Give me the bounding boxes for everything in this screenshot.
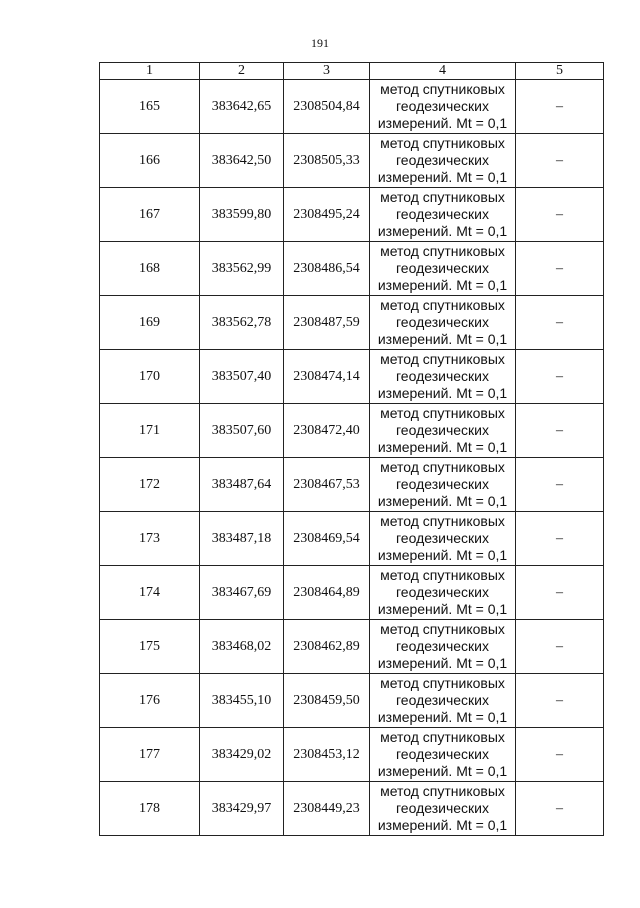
coordinate-x: 383642,50 (200, 134, 284, 188)
method-line: измерений. Mt = 0,1 (377, 331, 508, 347)
table-row (100, 458, 604, 512)
method-description (370, 512, 516, 566)
method-description (370, 674, 516, 728)
note-dash: – (516, 134, 604, 188)
method-line: метод спутниковых (380, 675, 505, 691)
method-description (370, 782, 516, 836)
coordinate-y: 2308486,54 (284, 242, 370, 296)
point-number: 177 (100, 728, 200, 782)
coordinate-y: 2308469,54 (284, 512, 370, 566)
coordinate-x: 383507,60 (200, 404, 284, 458)
method-line: измерений. Mt = 0,1 (377, 439, 508, 455)
page-number: 191 (311, 36, 329, 50)
method-line: измерений. Mt = 0,1 (377, 547, 508, 563)
method-line: геодезических (396, 98, 489, 114)
method-line: метод спутниковых (380, 189, 505, 205)
method-line: геодезических (396, 368, 489, 384)
note-dash: – (516, 296, 604, 350)
method-line: геодезических (396, 692, 489, 708)
table-row (100, 350, 604, 404)
note-dash: – (516, 566, 604, 620)
note-dash: – (516, 188, 604, 242)
coordinate-x: 383507,40 (200, 350, 284, 404)
method-line: геодезических (396, 800, 489, 816)
coordinate-x: 383562,78 (200, 296, 284, 350)
coordinate-y: 2308474,14 (284, 350, 370, 404)
note-dash: – (516, 350, 604, 404)
method-description (370, 458, 516, 512)
header-col-3: 3 (284, 63, 370, 80)
coordinate-y: 2308504,84 (284, 80, 370, 134)
method-line: геодезических (396, 314, 489, 330)
point-number: 167 (100, 188, 200, 242)
method-line: метод спутниковых (380, 621, 505, 637)
header-row (100, 63, 604, 80)
method-line: измерений. Mt = 0,1 (377, 601, 508, 617)
note-dash: – (516, 728, 604, 782)
method-line: геодезических (396, 152, 489, 168)
method-line: измерений. Mt = 0,1 (377, 655, 508, 671)
method-line: метод спутниковых (380, 513, 505, 529)
header-col-2: 2 (200, 63, 284, 80)
method-line: измерений. Mt = 0,1 (377, 169, 508, 185)
point-number: 173 (100, 512, 200, 566)
method-line: геодезических (396, 746, 489, 762)
note-dash: – (516, 512, 604, 566)
point-number: 175 (100, 620, 200, 674)
note-dash: – (516, 242, 604, 296)
method-description (370, 134, 516, 188)
coordinates-table (99, 62, 604, 836)
note-dash: – (516, 674, 604, 728)
method-line: геодезических (396, 260, 489, 276)
coordinate-y: 2308467,53 (284, 458, 370, 512)
method-line: метод спутниковых (380, 783, 505, 799)
table-row (100, 566, 604, 620)
coordinate-y: 2308472,40 (284, 404, 370, 458)
method-line: измерений. Mt = 0,1 (377, 763, 508, 779)
table-row (100, 674, 604, 728)
table-header (100, 63, 604, 80)
coordinate-y: 2308459,50 (284, 674, 370, 728)
note-dash: – (516, 782, 604, 836)
table-row (100, 620, 604, 674)
method-line: метод спутниковых (380, 459, 505, 475)
method-line: геодезических (396, 638, 489, 654)
coordinate-y: 2308487,59 (284, 296, 370, 350)
method-line: метод спутниковых (380, 729, 505, 745)
point-number: 176 (100, 674, 200, 728)
method-line: геодезических (396, 530, 489, 546)
point-number: 178 (100, 782, 200, 836)
coordinate-y: 2308453,12 (284, 728, 370, 782)
note-dash: – (516, 404, 604, 458)
table-row (100, 404, 604, 458)
table-row (100, 134, 604, 188)
method-description (370, 296, 516, 350)
method-line: метод спутниковых (380, 81, 505, 97)
method-description (370, 242, 516, 296)
method-description (370, 188, 516, 242)
method-line: измерений. Mt = 0,1 (377, 709, 508, 725)
coordinate-x: 383467,69 (200, 566, 284, 620)
coordinate-x: 383429,02 (200, 728, 284, 782)
method-description (370, 80, 516, 134)
coordinate-y: 2308449,23 (284, 782, 370, 836)
note-dash: – (516, 620, 604, 674)
method-line: геодезических (396, 422, 489, 438)
coordinate-y: 2308464,89 (284, 566, 370, 620)
table-row (100, 188, 604, 242)
method-line: метод спутниковых (380, 243, 505, 259)
coordinate-x: 383487,64 (200, 458, 284, 512)
coordinate-y: 2308505,33 (284, 134, 370, 188)
method-description (370, 566, 516, 620)
point-number: 172 (100, 458, 200, 512)
table-row (100, 242, 604, 296)
method-line: метод спутниковых (380, 135, 505, 151)
table-row (100, 782, 604, 836)
coordinate-x: 383642,65 (200, 80, 284, 134)
point-number: 169 (100, 296, 200, 350)
header-col-5: 5 (516, 63, 604, 80)
coordinate-x: 383562,99 (200, 242, 284, 296)
coordinate-x: 383429,97 (200, 782, 284, 836)
method-line: измерений. Mt = 0,1 (377, 223, 508, 239)
point-number: 171 (100, 404, 200, 458)
method-line: геодезических (396, 476, 489, 492)
table-row (100, 728, 604, 782)
point-number: 168 (100, 242, 200, 296)
method-line: измерений. Mt = 0,1 (377, 277, 508, 293)
method-line: геодезических (396, 206, 489, 222)
table-body (100, 80, 604, 836)
coordinate-y: 2308462,89 (284, 620, 370, 674)
point-number: 165 (100, 80, 200, 134)
method-description (370, 404, 516, 458)
header-col-4: 4 (370, 63, 516, 80)
table-row (100, 512, 604, 566)
coordinate-x: 383599,80 (200, 188, 284, 242)
method-line: измерений. Mt = 0,1 (377, 115, 508, 131)
point-number: 166 (100, 134, 200, 188)
method-description (370, 350, 516, 404)
table-row (100, 80, 604, 134)
point-number: 174 (100, 566, 200, 620)
method-line: метод спутниковых (380, 405, 505, 421)
coordinate-x: 383487,18 (200, 512, 284, 566)
method-line: измерений. Mt = 0,1 (377, 385, 508, 401)
point-number: 170 (100, 350, 200, 404)
method-description (370, 728, 516, 782)
coordinate-x: 383455,10 (200, 674, 284, 728)
method-line: метод спутниковых (380, 351, 505, 367)
method-description (370, 620, 516, 674)
note-dash: – (516, 458, 604, 512)
method-line: метод спутниковых (380, 297, 505, 313)
method-line: метод спутниковых (380, 567, 505, 583)
coordinate-y: 2308495,24 (284, 188, 370, 242)
header-col-1: 1 (100, 63, 200, 80)
method-line: измерений. Mt = 0,1 (377, 493, 508, 509)
table-row (100, 296, 604, 350)
method-line: геодезических (396, 584, 489, 600)
note-dash: – (516, 80, 604, 134)
coordinate-x: 383468,02 (200, 620, 284, 674)
method-line: измерений. Mt = 0,1 (377, 817, 508, 833)
